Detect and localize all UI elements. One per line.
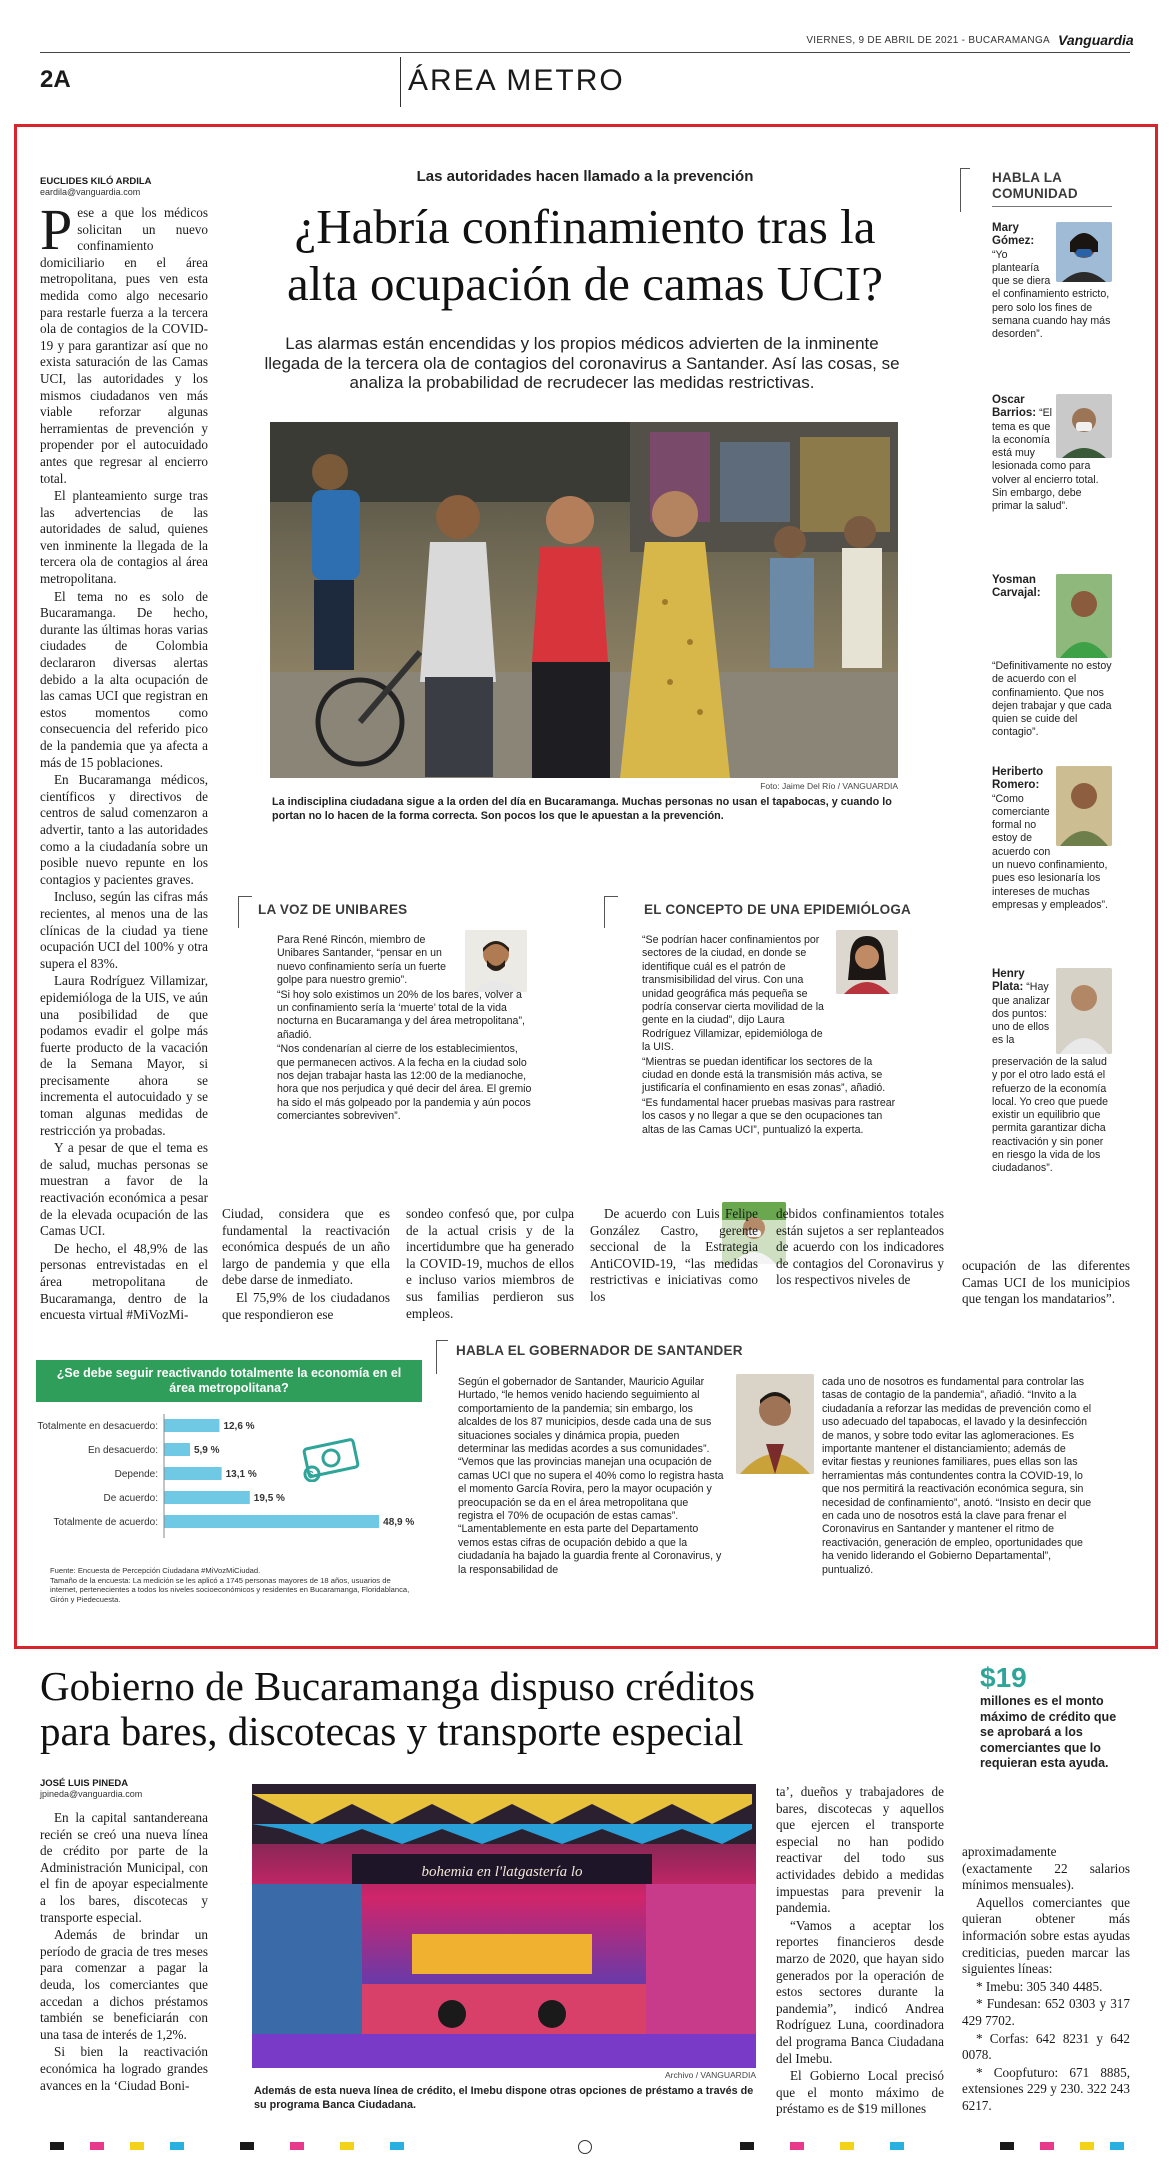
- resident-name: Henry Plata:: [992, 968, 1025, 994]
- main-column-3: [406, 1206, 574, 1323]
- comunidad-rule: [992, 206, 1112, 207]
- bar-photo-credit: Archivo / VANGUARDIA: [664, 2070, 756, 2080]
- paragraph: Incluso, según las cifras más recientes, al menos una de las clínicas de la ciudad ya tiene ocupación UCI del 100% y otra supera el 83%.: [40, 889, 208, 971]
- dateline: [600, 35, 1050, 46]
- color-mark: [340, 2142, 354, 2150]
- paragraph: De hecho, el 48,9% de las personas entrevistadas en el área metropolitana de Bucaramanga, dentro de la encuesta virtual #MiVozMi-: [40, 1240, 208, 1323]
- chart-category-label: Depende:: [114, 1469, 158, 1480]
- chart-source-line: Fuente: Encuesta de Percepción Ciudadana #MiVozMiCiudad.: [50, 1566, 261, 1575]
- chart-value-label: 19,5 %: [253, 1493, 285, 1504]
- color-mark: [130, 2142, 144, 2150]
- street-photo: [270, 422, 898, 778]
- paragraph: sondeo confesó que, por culpa de la actual crisis y de la incertidumbre que ha generado la COVID-19, muchos de ellos e incluso varios miembros de sus familias perdieron sus empleos.: [406, 1206, 574, 1321]
- kicker: Las autoridades hacen llamado a la prevención: [416, 168, 754, 185]
- money-icon: [298, 1438, 362, 1482]
- print-color-strip: [40, 2142, 1130, 2154]
- portrait-henry-plata: [1056, 968, 1112, 1054]
- unibares-text: [277, 934, 535, 1125]
- second-column-2: [776, 1784, 944, 2119]
- main-column-4: [590, 1206, 758, 1307]
- deck: Las alarmas están encendidas y los propios médicos advierten de la inminente llegada de la tercera ola de contagios del coronavirus a Santander. Así las cosas, se analiza la probabilidad de recrudecer las medidas restrictivas.: [264, 334, 900, 392]
- portrait-yosman-carvajal: [1056, 574, 1112, 658]
- gobernador-left: Según el gobernador de Santander, Mauricio Aguilar Hurtado, “le hemos venido haciendo seguimiento al comportamiento de la pandemia; sin embargo, los alcaldes de los 87 municipios, desde cada una de sus situaciones sociales y dinámica propia, pueden determinar las medidas acordes a sus comunidades”. “Vemos que las provincias manejan una ocupación de camas UCI que no supera el 40% como lo registra hasta el momento García Rovira, pero la mayor ocupación y preocupación se da en el área metropolitana que registra el 70% de ocupación de estas camas”. “Lamentablemente en esta parte del Departamento vemos estas cifras de ocupación debido a que la ciudadanía ha bajado la guardia frente al Coronavirus, y la responsabilidad de: [458, 1376, 724, 1576]
- chart-bar: [164, 1467, 222, 1480]
- epi-bracket: [604, 896, 618, 928]
- unibares-bracket: [238, 896, 252, 928]
- author-email: eardila@vanguardia.com: [40, 187, 141, 197]
- main-column-6: [962, 1258, 1130, 1309]
- second-column-1: [40, 1810, 208, 2095]
- chart-category-label: En desacuerdo:: [87, 1445, 158, 1456]
- color-mark: [1000, 2142, 1014, 2150]
- chart-bar: [164, 1515, 379, 1528]
- paragraph: Ciudad, considera que es fundamental la reactivación económica después de un año largo de pandemia y que ella debe darse de inmediato.: [222, 1206, 390, 1288]
- dropcap: P: [40, 197, 73, 262]
- second-author-name: JOSÉ LUIS PINEDA: [40, 1778, 129, 1789]
- brand-logo: Vanguardia: [1058, 32, 1134, 48]
- paragraph: “Es fundamental hacer pruebas masivas para rastrear los casos y no llegar a que se den ocupaciones tan altas de las Camas UCI”, puntualizó la experta.: [642, 1096, 896, 1136]
- chart-value-label: 48,9 %: [383, 1517, 415, 1528]
- gobernador-bracket: [436, 1340, 448, 1374]
- paragraph: Si bien la reactivación económica ha logrado grandes avances en la ‘Ciudad Boni-: [40, 2044, 208, 2093]
- color-mark: [890, 2142, 904, 2150]
- second-author-email: jpineda@vanguardia.com: [40, 1789, 143, 1799]
- paragraph: “Mientras se puedan identificar los sectores de la ciudad en donde está la transmisión más activa, se justificaría el confinamiento en esas zonas”, añadió.: [642, 1055, 886, 1095]
- color-mark: [840, 2142, 854, 2150]
- main-column-1: [40, 197, 208, 1325]
- headline-line-2: alta ocupación de camas UCI?: [287, 256, 883, 311]
- chart-category-label: Totalmente de acuerdo:: [53, 1517, 158, 1528]
- comunidad-head-line-2: COMUNIDAD: [992, 186, 1078, 201]
- paragraph: Laura Rodríguez Villamizar, epidemióloga de la UIS, ve aún una posibilidad de que podamos evadir el golpe más fuerte producto de la vacación de la Semana Mayor, si precisamente ahora se incrementa el autocuidado y se toman algunas medidas de restricción ya probadas.: [40, 973, 208, 1138]
- paragraph: “Vamos a aceptar los reportes financieros desde marzo de 2020, que hayan sido generados por la operación de estos sectores durante la pandemia”, indicó Andrea Rodríguez Luna, coordinadora del programa Banca Ciudadana del Imebu.: [776, 1917, 944, 2066]
- paragraph: * Coopfuturo: 671 8885, extensiones 229 y 230. 322 243 6217.: [962, 2064, 1130, 2113]
- street-scene: [270, 422, 898, 778]
- chart-bar: [164, 1491, 250, 1504]
- page-number: 2A: [40, 66, 71, 93]
- chart-source: [50, 1566, 420, 1604]
- paragraph: Aquellos comerciantes que quieran obtener más información sobre estas ayudas crediticias, pueden marcar las siguientes líneas:: [962, 1894, 1130, 1977]
- paragraph: El Gobierno Local precisó que el monto máximo de préstamo es de $19 millones: [776, 2068, 944, 2117]
- color-mark: [90, 2142, 104, 2150]
- gobernador-right: cada uno de nosotros es fundamental para controlar las tasas de contagio de la pandemia”, añadió. “Invito a la ciudadanía a reforzar las medidas de prevención como el uso adecuado del tapabocas, el lavado y la desinfección de manos, y sobre todo evitar las aglomeraciones. Es importante mantener el distanciamiento; además de evitar fiestas y reuniones familiares, pues ellas son las herramientas más contundentes contra la COVID-19, lo que nos permitirá la reactivación económica segura, sin necesidad de confinamiento”, anotó. “Insisto en decir que en cada uno de nosotros está la clave para frenar el Coronavirus en Santander y mantener el ritmo de reactivación, generación de empleo, oportunidades que ha venido liderando el Gobierno Departamental”, puntualizó.: [822, 1376, 1092, 1576]
- color-mark: [1110, 2142, 1124, 2150]
- color-mark: [790, 2142, 804, 2150]
- paragraph: debidos confinamientos totales están sujetos a ser replanteados de acuerdo con los indicadores de contagios del Coronavirus y los respectivos niveles de: [776, 1206, 944, 1288]
- byline: [40, 176, 220, 197]
- comunidad-head: [992, 170, 1078, 202]
- paragraph: * Corfas: 642 8231 y 642 0078.: [962, 2030, 1130, 2063]
- gobernador-head: HABLA EL GOBERNADOR DE SANTANDER: [456, 1343, 743, 1358]
- color-mark: [390, 2142, 404, 2150]
- comunidad-item: [992, 574, 1112, 740]
- chart-value-label: 5,9 %: [193, 1445, 220, 1456]
- second-byline: [40, 1778, 220, 1799]
- resident-name: Yosman Carvajal:: [992, 574, 1041, 600]
- paragraph: ta’, dueños y trabajadores de bares, discotecas y aquellos que ejercen el transporte especial no han podido reactivar del todo sus actividades debido a medidas impuestas para prevenir la pandemia.: [776, 1784, 944, 1916]
- survey-chart: [36, 1360, 422, 1630]
- bar-interior: [252, 1784, 756, 2068]
- stat-value: $19: [980, 1662, 1027, 1693]
- chart-note: Tamaño de la encuesta: La medición se les aplicó a 1745 personas mayores de 18 años, usuarios de internet, pertenecientes a todos los niveles socioeconómicos y residentes en Bucaramanga, Floridablanca, Girón y Piedecuesta.: [50, 1575, 410, 1604]
- color-mark: [1080, 2142, 1094, 2150]
- chart-value-label: 13,1 %: [225, 1469, 257, 1480]
- resident-quote: “Yo plantearía que se diera el confinamiento estricto, pero solo los fines de semana cuando hay más desorden”.: [992, 248, 1111, 341]
- chart-category-label: De acuerdo:: [103, 1493, 158, 1504]
- chart-bar: [164, 1419, 219, 1432]
- color-mark: [240, 2142, 254, 2150]
- chart-title: ¿Se debe seguir reactivando totalmente la economía en el área metropolitana?: [36, 1360, 422, 1402]
- paragraph: Además de brindar un período de gracia de tres meses para comenzar a pagar la deuda, los comerciantes que accedan a dichos préstamos también se beneficiarán con una tasa de interés de 1,2%.: [40, 1927, 208, 2042]
- svg-text:$: $: [308, 1470, 314, 1481]
- photo-credit: Foto: Jaime Del Río / VANGUARDIA: [760, 781, 898, 791]
- main-column-5: [776, 1206, 944, 1290]
- portrait-oscar-barrios: [1056, 394, 1112, 458]
- paragraph: Y a pesar de que el tema es de salud, muchas personas se muestran a favor de la reactivación económica a pesar de la elevada ocupación de las Camas UCI.: [40, 1140, 208, 1239]
- paragraph: El planteamiento surge tras las advertencias de las autoridades de salud, quienes ven inminente la llegada de la tercera ola de contagios al área metropolitana.: [40, 488, 208, 587]
- section-divider: [400, 57, 401, 107]
- epidemiologa-head: EL CONCEPTO DE UNA EPIDEMIÓLOGA: [644, 902, 911, 917]
- paragraph: De acuerdo con Luis Felipe González Castro, gerente seccional de la Estrategia AntiCOVID-19, “las medidas restrictivas e iniciativas como los: [590, 1206, 758, 1304]
- epidemiologa-text: [642, 934, 900, 1138]
- resident-name: Mary Gómez:: [992, 222, 1035, 248]
- comunidad-head-line-1: HABLA LA: [992, 170, 1063, 185]
- bar-photo: [252, 1784, 756, 2068]
- comunidad-bracket: [960, 168, 970, 212]
- color-mark: [50, 2142, 64, 2150]
- color-mark: [290, 2142, 304, 2150]
- comunidad-item: [992, 766, 1112, 912]
- stat-box: [980, 1662, 1120, 1772]
- paragraph: ese a que los médicos solicitan un nuevo confinamiento domiciliario en el área metropolitana, pues ven esta medida como algo necesario para restarle fuerza a la tercera ola de contagios de la COVID-19 y para garantizar así que no exista saturación de las Camas UCI, las autoridades y los mismos ciudadanos ven más viable reforzar algunas herramientas de prevención y propender por el autocuidado antes que regresar al encierro total.: [40, 205, 208, 486]
- paragraph: aproximadamente (exactamente 22 salarios mínimos mensuales).: [962, 1844, 1130, 1893]
- comunidad-item: [992, 394, 1112, 514]
- resident-quote: “El tema es que la economía está muy lesionada como para volver al encierro total. Sin embargo, debe primar la salud”.: [992, 407, 1099, 513]
- author-name: EUCLIDES KILÓ ARDILA: [40, 176, 152, 187]
- paragraph: “Si hoy solo existimos un 20% de los bares, volver a un confinamiento sería la ‘muerte’ total de la vida nocturna en Bucaramanga y del área metropolitana”, añadió.: [277, 988, 525, 1041]
- paragraph: En la capital santandereana recién se creó una nueva línea de crédito por parte de la Administración Municipal, con el fin de apoyar especialmente a los bares, discotecas y transporte especial.: [40, 1810, 208, 1925]
- portrait-mary-gomez: [1056, 222, 1112, 282]
- bar-sign: bohemia en l'latgastería lo: [421, 1864, 583, 1880]
- chart-category-label: Totalmente en desacuerdo:: [37, 1421, 158, 1432]
- second-headline: [40, 1664, 940, 1754]
- second-column-3: [962, 1844, 1130, 2116]
- photo-caption: La indisciplina ciudadana sigue a la orden del día en Bucaramanga. Muchas personas no usan el tapabocas, y cuando lo portan no lo hacen de la forma correcta. Son pocos los que le apuestan a la prevención.: [272, 796, 892, 822]
- comunidad-item: [992, 222, 1112, 342]
- paragraph: En Bucaramanga médicos, científicos y directivos de centros de salud comenzaron a advertir, tanto a las autoridades como a la ciudadanía sobre un posible nuevo repunte en los contagios y pacientes graves.: [40, 772, 208, 887]
- resident-quote: “Como comerciante formal no estoy de acuerdo con un nuevo confinamiento, pues eso lesionaría los intereses de muchas empresas y empleados”.: [992, 792, 1108, 911]
- headline: [230, 198, 940, 312]
- bar-photo-caption: Además de esta nueva línea de crédito, el Imebu dispone otras opciones de préstamo a través de su programa Banca Ciudadana.: [254, 2085, 754, 2111]
- paragraph: * Fundesan: 652 0303 y 317 429 7702.: [962, 1996, 1130, 2028]
- dateline-text: VIERNES, 9 DE ABRIL DE 2021 - BUCARAMANGA: [806, 35, 1050, 46]
- paragraph: El tema no es solo de Bucaramanga. De hecho, durante las últimas horas varias ciudades de Colombia declararon diversas alertas debido a la alta ocupación de las camas UCI que registran en estos momentos como consecuencia del referido pico de la pandemia que ya afecta a más de 15 poblaciones.: [40, 588, 208, 770]
- color-mark: [170, 2142, 184, 2150]
- paragraph: ocupación de las diferentes Camas UCI de los municipios que tengan los mandatarios”.: [962, 1258, 1130, 1307]
- color-mark: [740, 2142, 754, 2150]
- headline-line-1: ¿Habría confinamiento tras la: [294, 199, 876, 254]
- chart-plot: [36, 1412, 422, 1562]
- section-title: ÁREA METRO: [408, 64, 625, 97]
- paragraph: Para René Rincón, miembro de Unibares Santander, “pensar en un nuevo confinamiento sería un fuerte golpe para nuestro gremio”.: [277, 934, 447, 987]
- stat-text: millones es el monto máximo de crédito que se aprobará a los comerciantes que lo requieran esta ayuda.: [980, 1694, 1117, 1770]
- registration-icon: [578, 2140, 592, 2154]
- unibares-head: LA VOZ DE UNIBARES: [258, 902, 408, 917]
- chart-bar: [164, 1443, 190, 1456]
- resident-quote: “Hay que analizar dos puntos: uno de ellos es la preservación de la salud y por el otro lado está el refuerzo de la economía local. Yo creo que puede existir un equilibrio que permita garantizar dicha reactivación y sin poner en riesgo la vida de los ciudadanos”.: [992, 981, 1109, 1175]
- resident-name: Oscar Barrios:: [992, 394, 1037, 420]
- second-headline-line-1: Gobierno de Bucaramanga dispuso créditos: [40, 1663, 756, 1709]
- chart-value-label: 12,6 %: [223, 1421, 255, 1432]
- second-headline-line-2: para bares, discotecas y transporte especial: [40, 1708, 744, 1754]
- resident-quote: “Definitivamente no estoy de acuerdo con el confinamiento. Que nos dejen trabajar y que cada quien se cuide del contagio”.: [992, 660, 1112, 739]
- main-column-2: [222, 1206, 390, 1324]
- paragraph: “Nos condenarían al cierre de los establecimientos, que permanecen activos. A la fecha en la ciudad solo nos dejan trabajar hasta las 12:00 de la medianoche, hora que nos perjudica y qué decir del área. El gremio ha sido el más golpeado por la pandemia y aún pocos comerciantes sobreviven”.: [277, 1043, 532, 1123]
- paragraph: * Imebu: 305 340 4485.: [976, 1978, 1103, 1994]
- paragraph: “Se podrían hacer confinamientos por sectores de la ciudad, en donde se identifique cuál es el patrón de transmisibilidad del virus. Con una unidad geográfica más pequeña se podría conservar cierta movilidad de la gente en la ciudad”, dijo Laura Rodríguez Villamizar, epidemióloga de la UIS.: [642, 934, 824, 1054]
- resident-name: Heriberto Romero:: [992, 766, 1044, 792]
- color-mark: [1040, 2142, 1054, 2150]
- comunidad-item: [992, 968, 1112, 1176]
- paragraph: El 75,9% de los ciudadanos que respondieron ese: [222, 1289, 390, 1322]
- portrait-heriberto-romero: [1056, 766, 1112, 846]
- header-rule: [40, 52, 1130, 53]
